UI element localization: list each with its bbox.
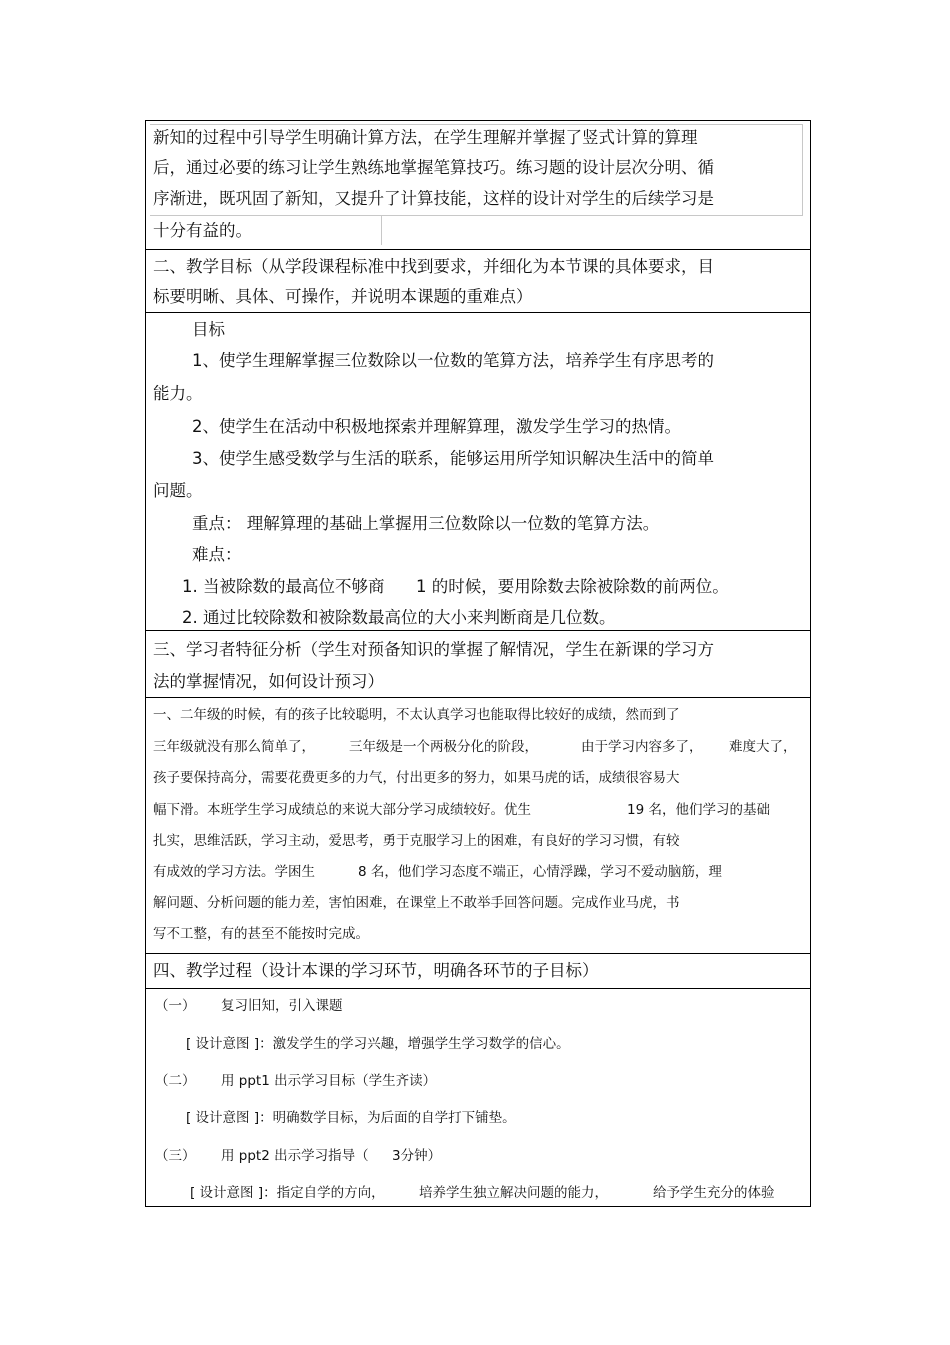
goal-3-line-2: 问题。 xyxy=(153,481,203,500)
step-2-number: （二） xyxy=(155,1073,196,1089)
process-header-row xyxy=(146,953,810,988)
intro-line-1: 新知的过程中引导学生明确计算方法，在学生理解并掌握了竖式计算的算理 xyxy=(153,128,698,147)
learner-line-4a: 幅下滑。本班学生学习成绩总的来说大部分学习成绩较好。优生 xyxy=(153,802,531,818)
learner-line-2d: 难度大了， xyxy=(729,739,797,755)
goals-header-row xyxy=(146,249,810,312)
intro-line-3: 序渐进，既巩固了新知，又提升了计算技能，这样的设计对学生的后续学习是 xyxy=(153,189,714,208)
learner-line-4b: 19 名，他们学习的基础 xyxy=(627,802,770,818)
learner-line-6b: 8 名，他们学习态度不端正，心情浮躁，学习不爱动脑筋，理 xyxy=(358,864,722,880)
step-3-intent-a: [ 设计意图 ]：指定自学的方向， xyxy=(190,1185,385,1201)
process-header: 四、教学过程（设计本课的学习环节，明确各环节的子目标） xyxy=(153,961,599,980)
step-3-time: 3分钟） xyxy=(392,1148,442,1164)
learner-line-7: 解问题、分析问题的能力差，害怕困难，在课堂上不敢举手回答问题。完成作业马虎，书 xyxy=(153,895,680,911)
goal-1-line-2: 能力。 xyxy=(153,384,203,403)
learner-header-line-2: 法的掌握情况，如何设计预习） xyxy=(153,672,384,691)
goal-2: 2、使学生在活动中积极地探索并理解算理，激发学生学习的热情。 xyxy=(192,417,681,436)
learner-line-2c: 由于学习内容多了， xyxy=(581,739,703,755)
goals-row xyxy=(146,312,810,630)
learner-line-2b: 三年级是一个两极分化的阶段， xyxy=(349,739,538,755)
step-3-number: （三） xyxy=(155,1148,196,1164)
difficulty-1b: 1 的时候，要用除数去除被除数的前两位。 xyxy=(416,577,729,596)
difficulty-label: 难点： xyxy=(192,545,242,564)
intro-row xyxy=(146,121,810,249)
lesson-plan-table xyxy=(145,120,811,1207)
goals-header-line-2: 标要明晰、具体、可操作，并说明本课题的重难点） xyxy=(153,287,533,306)
step-2-title: 用 ppt1 出示学习目标（学生齐读） xyxy=(221,1073,437,1089)
key-point: 重点： 理解算理的基础上掌握用三位数除以一位数的笔算方法。 xyxy=(192,514,660,533)
goals-header-line-1: 二、教学目标（从学段课程标准中找到要求，并细化为本节课的具体要求，目 xyxy=(153,257,714,276)
step-2-intent: [ 设计意图 ]：明确数学目标，为后面的自学打下铺垫。 xyxy=(186,1110,516,1126)
learner-line-1: 一、二年级的时候，有的孩子比较聪明，不太认真学习也能取得比较好的成绩，然而到了 xyxy=(153,707,680,723)
intro-line-4: 十分有益的。 xyxy=(153,221,252,240)
step-3-intent-b: 培养学生独立解决问题的能力， xyxy=(419,1185,608,1201)
learner-line-5: 扎实，思维活跃，学习主动，爱思考，勇于克服学习上的困难，有良好的学习习惯，有较 xyxy=(153,833,680,849)
process-row xyxy=(146,988,810,1208)
step-1-title: 复习旧知，引入课题 xyxy=(221,998,343,1014)
goal-3-line-1: 3、使学生感受数学与生活的联系，能够运用所学知识解决生活中的简单 xyxy=(192,449,714,468)
step-1-number: （一） xyxy=(155,998,196,1014)
learner-header-line-1: 三、学习者特征分析（学生对预备知识的掌握了解情况，学生在新课的学习方 xyxy=(153,640,714,659)
step-3-title: 用 ppt2 出示学习指导（ xyxy=(221,1148,369,1164)
difficulty-2: 2. 通过比较除数和被除数最高位的大小来判断商是几位数。 xyxy=(182,608,616,627)
inner-frame-tick xyxy=(381,216,382,245)
step-1-intent: [ 设计意图 ]：激发学生的学习兴趣，增强学生学习数学的信心。 xyxy=(186,1036,570,1052)
goal-1-line-1: 1、使学生理解掌握三位数除以一位数的笔算方法，培养学生有序思考的 xyxy=(192,351,714,370)
goals-label: 目标 xyxy=(192,320,225,339)
difficulty-1a: 1. 当被除数的最高位不够商 xyxy=(182,577,385,596)
learner-row xyxy=(146,697,810,953)
learner-line-3: 孩子要保持高分，需要花费更多的力气，付出更多的努力，如果马虎的话，成绩很容易大 xyxy=(153,770,680,786)
learner-line-6a: 有成效的学习方法。学困生 xyxy=(153,864,315,880)
step-3-intent-c: 给予学生充分的体验 xyxy=(653,1185,775,1201)
learner-line-8: 写不工整，有的甚至不能按时完成。 xyxy=(153,926,369,942)
learner-line-2a: 三年级就没有那么简单了， xyxy=(153,739,315,755)
learner-header-row xyxy=(146,630,810,697)
intro-line-2: 后，通过必要的练习让学生熟练地掌握笔算技巧。练习题的设计层次分明、循 xyxy=(153,158,714,177)
